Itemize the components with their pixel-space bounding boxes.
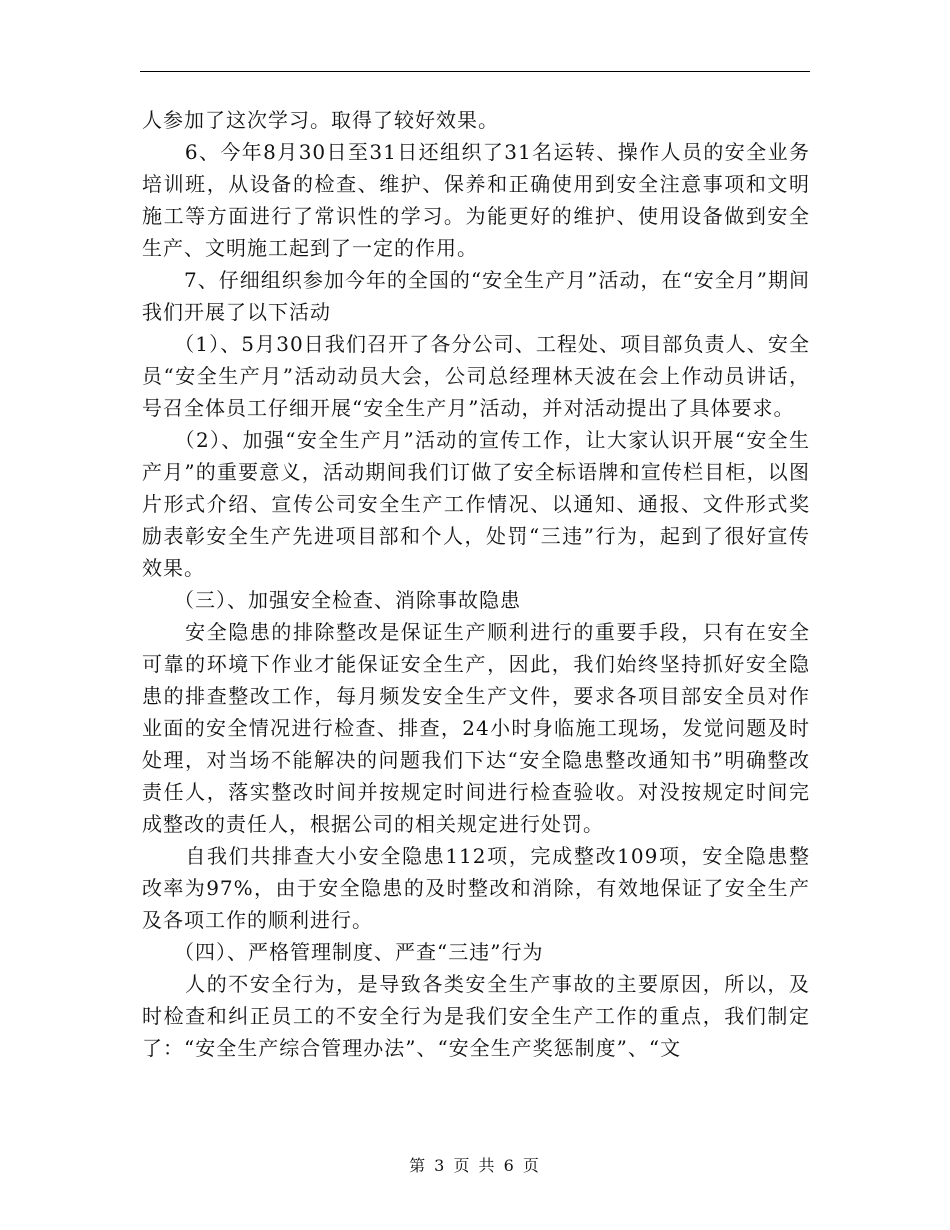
page-footer: 第 3 页 共 6 页 [409, 1156, 541, 1175]
paragraph: 7、仔细组织参加今年的全国的“安全生产月”活动，在“安全月”期间我们开展了以下活动 [142, 268, 810, 324]
paragraph: 人的不安全行为，是导致各类安全生产事故的主要原因，所以，及时检查和纠正员工的不安全行为是我们安全生产工作的重点，我们制定了：“安全生产综合管理办法”、“安全生产奖惩制度”、“文 [142, 972, 810, 1060]
section-heading: （三）、加强安全检查、消除事故隐患 [142, 588, 521, 612]
paragraph: 安全隐患的排除整改是保证生产顺利进行的重要手段，只有在安全可靠的环境下作业才能保证安全生产，因此，我们始终坚持抓好安全隐患的排查整改工作，每月频发安全生产文件，要求各项目部安全员对作业面的安全情况进行检查、排查，24小时身临施工现场，发觉问题及时处理，对当场不能解决的问题我们下达“安全隐患整改通知书”明确整改责任人，落实整改时间并按规定时间进行检查验收。对没按规定时间完成整改的责任人，根据公司的相关规定进行处罚。 [142, 620, 810, 836]
paragraph: （2）、加强“安全生产月”活动的宣传工作，让大家认识开展“安全生产月”的重要意义，活动期间我们订做了安全标语牌和宣传栏目柜，以图片形式介绍、宣传公司安全生产工作情况、以通知、通报、文件形式奖励表彰安全生产先进项目部和个人，处罚“三违”行为，起到了很好宣传效果。 [142, 428, 810, 580]
document-body [142, 104, 810, 1064]
paragraph: 人参加了这次学习。取得了较好效果。 [142, 108, 499, 132]
paragraph: 6、今年8月30日至31日还组织了31名运转、操作人员的安全业务培训班，从设备的检查、维护、保养和正确使用到安全注意事项和文明施工等方面进行了常识性的学习。为能更好的维护、使用设备做到安全生产、文明施工起到了一定的作用。 [142, 140, 810, 260]
section-heading: （四）、严格管理制度、严查“三违”行为 [142, 940, 544, 964]
paragraph: （1）、5月30日我们召开了各分公司、工程处、项目部负责人、安全员“安全生产月”活动动员大会，公司总经理林天波在会上作动员讲话，号召全体员工仔细开展“安全生产月”活动，并对活动提出了具体要求。 [142, 332, 810, 420]
header-rule [140, 71, 810, 72]
paragraph: 自我们共排查大小安全隐患112项，完成整改109项，安全隐患整改率为97%，由于安全隐患的及时整改和消除，有效地保证了安全生产及各项工作的顺利进行。 [142, 844, 810, 932]
